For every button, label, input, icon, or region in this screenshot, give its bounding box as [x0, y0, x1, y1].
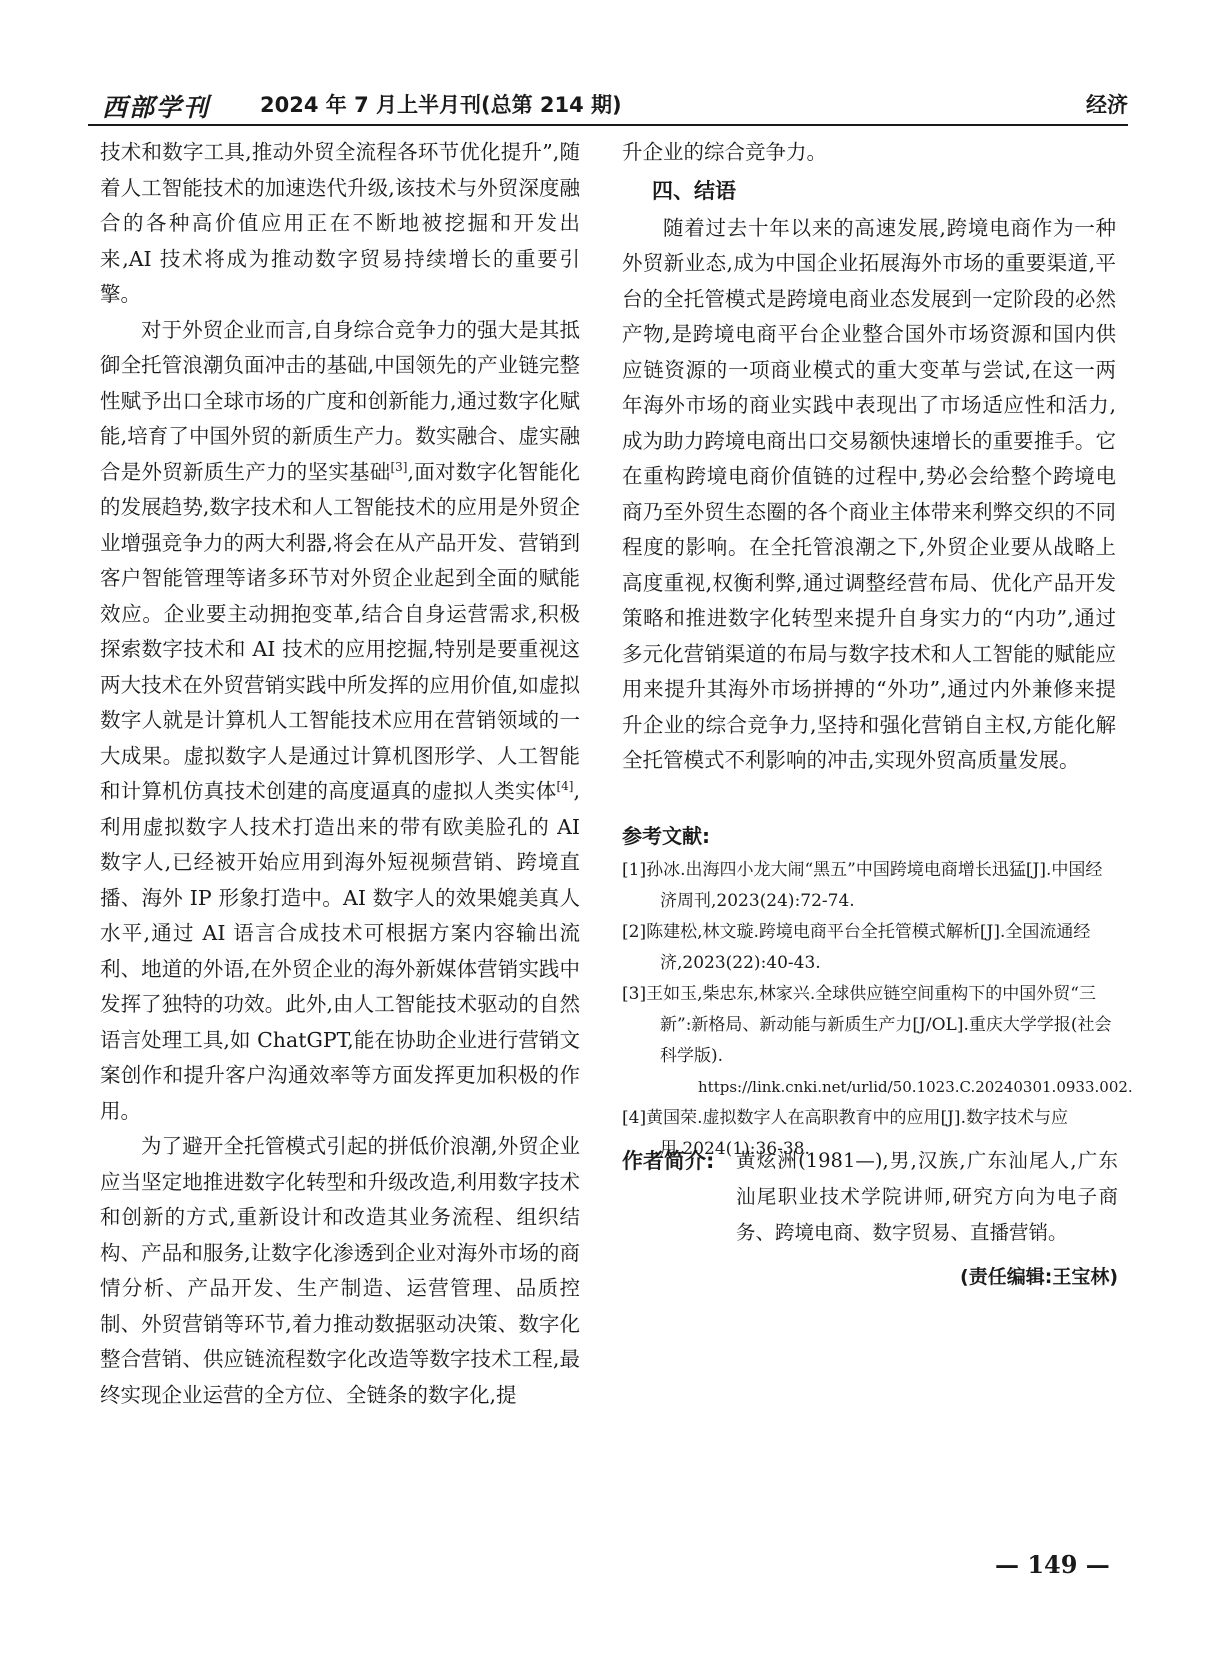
paragraph: 随着过去十年以来的高速发展,跨境电商作为一种外贸新业态,成为中国企业拓展海外市场的重要渠道,平台的全托管模式是跨境电商业态发展到一定阶段的必然产物,是跨境电商平台企业整合国外市场资源和国内供应链资源的一项商业模式的重大变革与尝试,在这一两年海外市场的商业实践中表现出了市场适应性和活力,成为助力跨境电商出口交易额快速增长的重要推手。它在重构跨境电商价值链的过程中,势必会给整个跨境电商乃至外贸生态圈的各个商业主体带来利弊交织的不同程度的影响。在全托管浪潮之下,外贸企业要从战略上高度重视,权衡利弊,通过调整经营布局、优化产品开发策略和推进数字化转型来提升自身实力的“内功”,通过多元化营销渠道的布局与数字技术和人工智能的赋能应用来提升其海外市场拼搏的“外功”,通过内外兼修来提升企业的综合竞争力,坚持和强化营销自主权,方能化解全托管模式不利影响的冲击,实现外贸高质量发展。	[622, 215, 1116, 772]
reference-item: [1]孙冰.出海四小龙大闹“黑五”中国跨境电商增长迅猛[J].中国经济周刊,2023(24):72-74.	[622, 860, 1103, 911]
journal-logo: 西部学刊	[102, 93, 211, 122]
author-label: 作者简介:	[622, 1149, 715, 1173]
right-column	[622, 135, 1116, 779]
paragraph-text: ,面对数字化智能化的发展趋势,数字技术和人工智能技术的应用是外贸企业增强竞争力的两大利器,将会在从产品开发、营销到客户智能管理等诸多环节对外贸企业起到全面的赋能效应。企业要主动拥抱变革,结合自身运营需求,积极探索数字技术和 AI 技术的应用挖掘,特别是要重视这两大技术在外贸营销实践中所发挥的应用价值,如虚拟数字人就是计算机人工智能技术应用在营销领域的一大成果。虚拟数字人是通过计算机图形学、人工智能和计算机仿真技术创建的高度逼真的虚拟人类实体	[100, 459, 580, 803]
references-heading: 参考文献:	[622, 824, 710, 848]
reference-url: https://link.cnki.net/urlid/50.1023.C.20240301.0933.002.	[698, 1078, 1133, 1096]
reference-item: [4]黄国荣.虚拟数字人在高职教育中的应用[J].数字技术与应用,2024(1):36-38.	[622, 1108, 1068, 1159]
page-number: — 149 —	[995, 1550, 1110, 1579]
section-heading: 四、结语	[652, 178, 736, 203]
reference-item: [2]陈建松,林文璇.跨境电商平台全托管模式解析[J].全国流通经济,2023(22):40-43.	[622, 922, 1091, 973]
references-list	[622, 855, 1133, 1165]
left-column	[100, 135, 580, 1413]
reference-text: [3]王如玉,柴忠东,林家兴.全球供应链空间重构下的中国外贸“三新”:新格局、新动能与新质生产力[J/OL].重庆大学学报(社会科学版).	[622, 984, 1112, 1066]
responsible-editor: (责任编辑:王宝林)	[960, 1266, 1118, 1288]
issue-info: 2024 年 7 月上半月刊(总第 214 期)	[260, 93, 622, 117]
paragraph: 升企业的综合竞争力。	[622, 140, 827, 164]
paragraph-text: 对于外贸企业而言,自身综合竞争力的强大是其抵御全托管浪潮负面冲击的基础,中国领先的产业链完整性赋予出口全球市场的广度和创新能力,通过数字化赋能,培育了中国外贸的新质生产力。数实融合、虚实融合是外贸新质生产力的坚实基础	[100, 317, 580, 484]
reference-item	[622, 979, 1133, 1103]
paragraph	[100, 313, 580, 1130]
author-text: 黄炫洲(1981—),男,汉族,广东汕尾人,广东汕尾职业技术学院讲师,研究方向为电子商务、跨境电商、数字贸易、直播营销。	[736, 1149, 1118, 1244]
paragraph-text: ,利用虚拟数字人技术打造出来的带有欧美脸孔的 AI 数字人,已经被开始应用到海外短视频营销、跨境直播、海外 IP 形象打造中。AI 数字人的效果媲美真人水平,通过 AI 语言合成技术可根据方案内容输出流利、地道的外语,在外贸企业的海外新媒体营销实践中发挥了独特的功效。此外,由人工智能技术驱动的自然语言处理工具,如 ChatGPT,能在协助企业进行营销文案创作和提升客户沟通效率等方面发挥更加积极的作用。	[100, 779, 580, 1123]
citation-ref: [4]	[556, 779, 574, 794]
paragraph: 为了避开全托管模式引起的拼低价浪潮,外贸企业应当坚定地推进数字化转型和升级改造,利用数字技术和创新的方式,重新设计和改造其业务流程、组织结构、产品和服务,让数字化渗透到企业对海外市场的商情分析、产品开发、生产制造、运营管理、品质控制、外贸营销等环节,着力推动数据驱动决策、数字化整合营销、供应链流程数字化改造等数字技术工程,最终实现企业运营的全方位、全链条的数字化,提	[100, 1134, 580, 1407]
section-label: 经济	[1086, 93, 1128, 117]
running-header	[88, 84, 1128, 126]
paragraph: 技术和数字工具,推动外贸全流程各环节优化提升”,随着人工智能技术的加速迭代升级,该技术与外贸深度融合的各种高价值应用正在不断地被挖掘和开发出来,AI 技术将成为推动数字贸易持续增长的重要引擎。	[100, 140, 580, 306]
citation-ref: [3]	[390, 459, 408, 474]
